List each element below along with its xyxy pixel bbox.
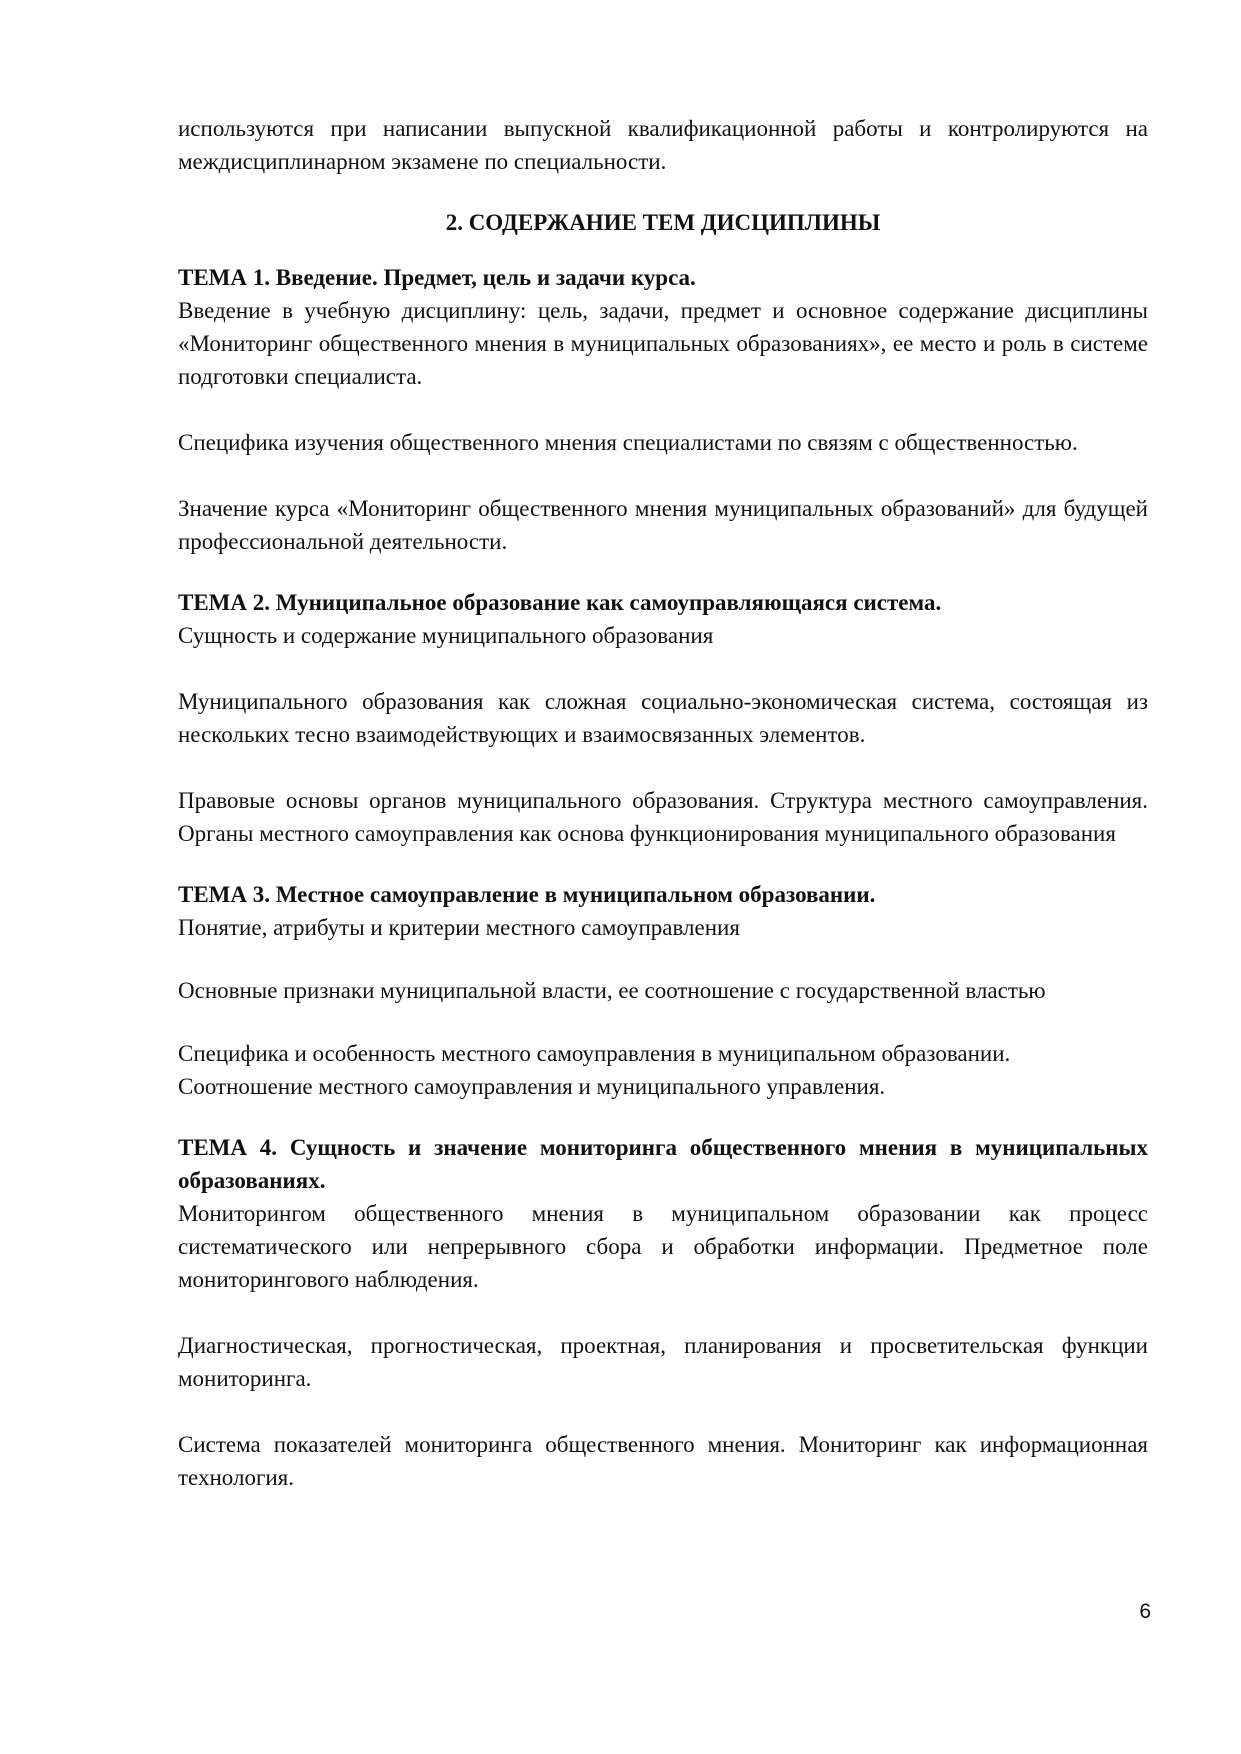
topic-title: ТЕМА 3. Местное самоуправление в муниципальном образовании. [178,882,876,907]
topic-paragraph: Значение курса «Мониторинг общественного мнения муниципальных образований» для будущей профессиональной деятельности. [178,496,1148,554]
page-number: 6 [1139,1600,1151,1623]
topic-paragraph: Система показателей мониторинга общественного мнения. Мониторинг как информационная технология. [178,1432,1148,1490]
topic-paragraph: Диагностическая, прогностическая, проектная, планирования и просветительская функции мониторинга. [178,1333,1148,1391]
topic-title: ТЕМА 2. Муниципальное образование как самоуправляющаяся система. [178,590,942,615]
topic-title: ТЕМА 4. Сущность и значение мониторинга общественного мнения в муниципальных образованиях. [178,1135,1148,1193]
topic-paragraph: Специфика и особенность местного самоуправления в муниципальном образовании. Соотношение местного самоуправления и муниципального управления. [178,1041,1011,1099]
document-page [178,112,1148,1494]
topic-paragraph: Введение в учебную дисциплину: цель, задачи, предмет и основное содержание дисциплины «Мониторинг общественного мнения в муниципальных образованиях», ее место и роль в системе подготовки специалиста. [178,298,1148,389]
topic-paragraph: Мониторингом общественного мнения в муниципальном образовании как процесс систематического или непрерывного сбора и обработки информации. Предметное поле мониторингового наблюдения. [178,1201,1148,1292]
topic-paragraph: Муниципального образования как сложная социально-экономическая система, состоящая из нескольких тесно взаимодействующих и взаимосвязанных элементов. [178,689,1148,747]
topic-paragraph: Понятие, атрибуты и критерии местного самоуправления [178,915,740,940]
topic-paragraph: Правовые основы органов муниципального образования. Структура местного самоуправления. Органы местного самоуправления как основа функционирования муниципального образования [178,788,1148,846]
topic-title: ТЕМА 1. Введение. Предмет, цель и задачи курса. [178,265,696,290]
topic-paragraph: Основные признаки муниципальной власти, ее соотношение с государственной властью [178,978,1046,1003]
topic-paragraph: Специфика изучения общественного мнения специалистами по связям с общественностью. [178,430,1078,455]
topic-paragraph: Сущность и содержание муниципального образования [178,623,714,648]
intro-paragraph: используются при написании выпускной квалификационной работы и контролируются на междисциплинарном экзамене по специальности. [178,116,1148,174]
section-heading: 2. СОДЕРЖАНИЕ ТЕМ ДИСЦИПЛИНЫ [445,210,881,235]
